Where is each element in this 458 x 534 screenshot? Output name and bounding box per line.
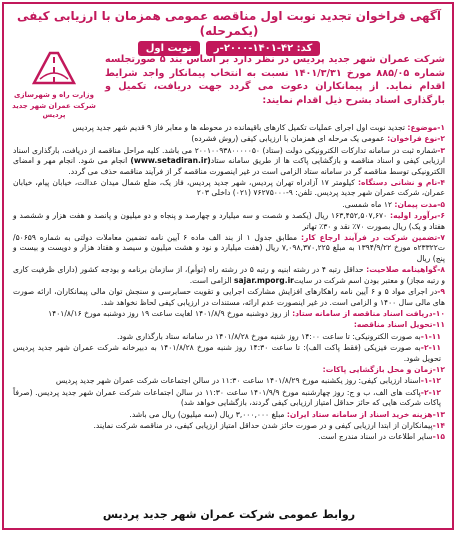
clause-number: ۱- <box>437 123 445 132</box>
clause-text: پاکت های الف، ب و ج: روز چهارشنبه مورخ ۱۴۰۱/۹/۹ ساعت ۱۱:۳۰ در سالن اجتماعات شرکت عمران شهر جدید پردیس. (صرفاً پاکات شرکت هایی که حائز حداقل امتیاز ارزیابی کیفی گردند، بازگشایی خواهد شد) <box>13 387 441 408</box>
clause-number: ۸- <box>437 265 445 275</box>
clause-url: sajar.mporg.ir <box>234 275 294 285</box>
clause-text-continued: انجام می شود. انجام مهر و امضای الکترونیکی توسط مناقصه گر در سامانه ستاد الزامی است در غیر اینصورت مناقصه گر از فرآیند مناقصه حذف می گردد. <box>13 156 445 176</box>
sub-clause <box>13 332 445 342</box>
clause-number: ۱۳- <box>432 409 445 419</box>
clause <box>13 233 445 264</box>
clause-number: ۱۲- <box>432 364 445 374</box>
clause-text: ۱۶۳,۴۵۲,۵۰۷,۶۷۰ ریال (یکصد و شصت و سه میلیارد و چهارصد و پنجاه و دو میلیون و پانصد و هفت هزار و ششصد و هفتاد و یک) ریال بصورت ۷۰٪ نقد و ۳۰٪ تهاتر <box>13 211 445 231</box>
logo-ministry-text: وزارت راه و شهرسازی <box>14 91 94 99</box>
clause-number: ۲- <box>437 134 445 144</box>
clause-text: مبلغ ۳,۰۰۰,۰۰۰ ریال (سه میلیون) ریال می باشد. <box>129 409 287 419</box>
tender-code: کد: ۴۲-۱۴۰۱-۲۰۰۰-ر <box>206 41 320 56</box>
clause-heading: زمان و محل بازگشایی پاکات: <box>322 364 433 374</box>
road-logo-icon <box>30 49 78 85</box>
sub-clause <box>13 388 445 409</box>
sub-clause <box>13 376 445 386</box>
footer-signature: روابط عمومی شرکت عمران شهر جدید پردیس <box>102 508 356 521</box>
clause-text-continued: الزامی است. <box>189 275 235 285</box>
clause-text: پیمانکاران از ابتدا ارزیابی کیفی و در صورت حائز شدن حداقل امتیاز ارزیابی کیفی، در مناقصه شرکت نمایند. <box>93 420 433 430</box>
clause <box>13 410 445 420</box>
clause-heading: برآورد اولیه: <box>390 211 438 221</box>
clause-heading: نوع فراخوان: <box>387 134 438 144</box>
clause <box>13 134 445 144</box>
clause-text: کیلومتر ۱۷ آزادراه تهران پردیس، شهر جدید پردیس، فاز یک، ضلع شمال میدان عدالت، خیابان پیام، خیابان عمران، شرکت عمران شهر جدید پردیس. تلفن: ۹-۷۶۲۷۵۰۰۰ (۰۲۱) داخلی ۲۰۳ <box>13 178 445 198</box>
clause-heading: گواهینامه صلاحیت: <box>366 265 438 275</box>
clause-number: ۱۱- <box>432 320 445 330</box>
clause <box>13 200 445 210</box>
clause <box>13 211 445 232</box>
clause-text: به صورت فیزیکی (فقط پاکت الف): تا ساعت ۱۴:۳۰ روز شنبه مورخ ۱۴۰۱/۸/۲۸ به دبیرخانه شرکت عمران شهر جدید پردیس تحویل شود. <box>13 343 441 363</box>
clause-text: عمومی یک مرحله ای همزمان با ارزیابی کیفی (روش فشرده) <box>191 134 388 144</box>
clause-number: ۱-۱۲- <box>420 376 441 386</box>
clause-number: ۹- <box>437 287 445 297</box>
clause <box>13 432 445 442</box>
clause-number: ۱۰- <box>432 308 445 318</box>
clause-heading: نام و نشانی دستگاه: <box>357 178 438 188</box>
clause-number: ۶- <box>437 211 445 221</box>
clause-number: ۷- <box>437 233 446 243</box>
clause <box>13 309 445 319</box>
lead-paragraph: شرکت عمران شهر جدید پردیس در نظر دارد بر اساس بند ۵ صورتجلسه شماره ۸۸۵/۰۵ مورخ ۱۴۰۱/۳/۳۱ نسبت به انتخاب پیمانکار واجد شرایط اقدام نماید. از پیمانکاران دعوت می گردد جهت دریافت، تکمیل و بارگذاری اسناد بشرح ذیل اقدام نمایند: <box>105 54 445 106</box>
clause-text: اسناد ارزیابی کیفی: روز یکشنبه مورخ ۱۴۰۱/۸/۲۹ ساعت ۱۱:۳۰ در سالن اجتماعات شرکت عمران شهر جدید پردیس <box>55 376 421 386</box>
clause-heading: تحویل اسناد مناقصه: <box>353 320 433 330</box>
clause-text: به صورت الکترونیکی: تا ساعت ۱۴:۰۰ روز شنبه مورخ ۱۴۰۱/۸/۲۸ در سامانه ستاد بارگذاری شود. <box>116 331 421 341</box>
clause-heading: هزینه خرید اسناد از سامانه ستاد ایران: <box>286 409 433 419</box>
clause-text: حداقل رتبه ۴ در رشته ابنیه و رتبه ۵ در رشته راه (توأم)، از سازمان برنامه و بودجه کشور (دارای ظرفیت کاری و رتبه مجاز) و معتبر بودن اسم شرکت در سایت <box>13 265 445 285</box>
clause-text: شماره ثبت در سامانه تدارکات الکترونیکی دولت (ستاد) ۲۰۰۱۰۰۹۳۸۰۰۰۰۰۵۰ می باشد. کلیه مراحل مناقصه از دریافت، بارگذاری اسناد ارزیابی کیفی و اسناد مناقصه و بازگشایی پاکت ها از طریق سامانه ستاد <box>13 145 445 166</box>
ministry-logo <box>11 49 97 121</box>
clause-number: ۴- <box>437 178 445 188</box>
clause-number: ۲-۱۱- <box>420 343 441 353</box>
clause <box>13 123 445 133</box>
clause <box>13 265 445 286</box>
clause-text: تجدید نوبت اول اجرای عملیات تکمیل کارهای باقیمانده در محوطه ها و معابر فاز ۹ قدیم شهر جدید پردیس <box>72 123 408 132</box>
clause <box>13 365 445 375</box>
clause-text: مطابق جدول ۱ از بند الف ماده ۶ آیین نامه تضمین معاملات دولتی به شماره ۵۰۶۵۹/ت۲۳۳۲۲ه مورخ ۱۳۹۴/۹/۲۲ به مبلغ ۷,۰۹۸,۳۷۰,۲۲۵ ریال (هفت میلیارد و نود و هشت میلیون و سیصد و هفتاد هزار و دویست و بیست و پنج) ریال <box>13 233 445 263</box>
clause <box>13 178 445 199</box>
clause-text: ۱۲ ماه شمسی. <box>342 199 395 209</box>
turn-badge: نوبت اول <box>138 41 200 56</box>
clause <box>13 320 445 330</box>
notice <box>5 5 453 529</box>
clause-number: ۲-۱۲- <box>420 387 442 397</box>
notice-items <box>13 123 445 444</box>
logo-company-text: شرکت عمران شهر جدید پردیس <box>12 102 96 119</box>
clause-url: (www.setadiran.ir) <box>130 156 211 166</box>
clause-heading: تضمین شرکت در فرآیند ارجاع کار: <box>300 233 438 243</box>
clause <box>13 287 445 308</box>
clause-heading: موضوع: <box>407 123 438 132</box>
clause <box>13 421 445 431</box>
clause-text: در اجرای مواد ۵ و ۶ آیین نامه راهکارهای افزایش مشارکت اجرایی و تقویت حسابرسی و سنجش توان مالی پیمانکاران، ارائه صورت های مالی سال ۱۴۰۰ و الزامی است. در غیر اینصورت عدم ارائه، مستندات در ارزیابی کیفی لحاظ نخواهد شد. <box>13 287 445 307</box>
clause-number: ۳- <box>437 145 445 155</box>
clause-number: ۱۴- <box>432 420 445 430</box>
clause-heading: دریافت اسناد مناقصه از سامانه ستاد: <box>292 308 433 318</box>
clause-heading: مدت پیمان: <box>394 199 438 209</box>
clause-number: ۵- <box>437 199 445 209</box>
clause-number: ۱۵- <box>432 432 445 442</box>
clause <box>13 146 445 177</box>
notice-title: آگهی فراخوان تجدید نوبت اول مناقصه عمومی همزمان با ارزیابی کیفی (یکمرحله) <box>16 9 442 38</box>
sub-clause <box>13 343 445 364</box>
clause-text: سایر اطلاعات در اسناد مندرج است. <box>318 432 433 442</box>
clause-number: ۱-۱۱- <box>420 331 441 341</box>
clause-text: از روز دوشنبه مورخ ۱۴۰۱/۸/۹ لغایت ساعت ۱۹ روز دوشنبه مورخ ۱۴۰۱/۸/۱۶ <box>48 308 293 318</box>
